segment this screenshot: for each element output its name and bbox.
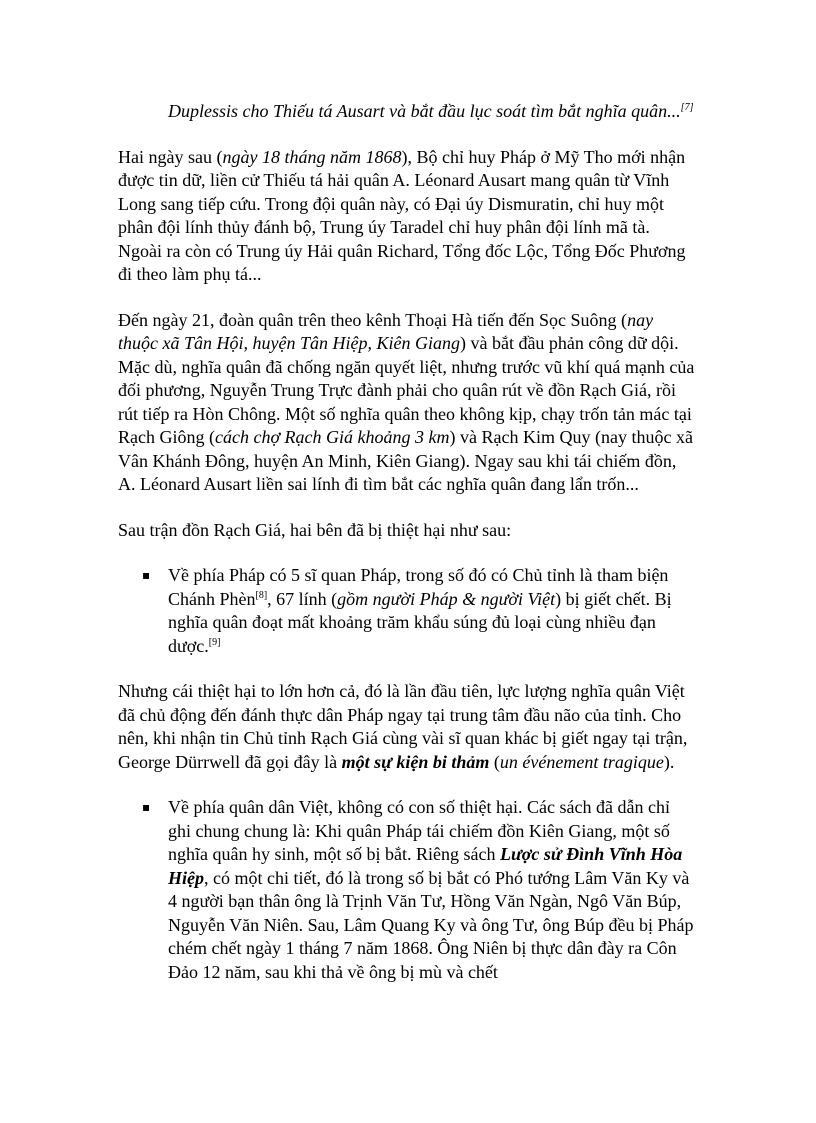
p1-text-c: ), Bộ chỉ huy Pháp ở Mỹ Tho mới nhận được tin dữ, liền cử Thiếu tá hải quân A. Léonard Ausart mang quân từ Vĩnh Long sang tiếp cứu. Trong đội quân này, có Đại úy Dismuratin, chỉ huy một phân đội lính thủy đánh bộ, Trung úy Taradel chỉ huy phân đội lính mã tà. Ngoài ra còn có Trung úy Hải quân Richard, Tổng đốc Lộc, Tổng Đốc Phương đi theo làm phụ tá...: [118, 146, 686, 284]
paragraph-2: [118, 309, 696, 497]
p1-text-a: Hai ngày sau (: [118, 146, 223, 167]
list-item: [118, 564, 696, 658]
p2-location-note: nay thuộc xã Tân Hội, huyện Tân Hiệp, Kiên Giang: [118, 309, 654, 353]
bullet1-text-a: Về phía Pháp có 5 sĩ quan Pháp, trong số đó có Chủ tỉnh là tham biện Chánh Phèn: [168, 565, 669, 609]
bullet-list-1: [118, 564, 696, 658]
bullet2-book-title: Lược sử Đình Vĩnh Hòa Hiệp: [168, 844, 683, 888]
paragraph-1: [118, 146, 696, 287]
bullet-icon: ▪: [142, 568, 151, 582]
p2-text-a: Đến ngày 21, đoàn quân trên theo kênh Thoại Hà tiến đến Sọc Suông (: [118, 309, 628, 330]
p2-text-e: ) và Rạch Kim Quy (nay thuộc xã Vân Khánh Đông, huyện An Minh, Kiên Giang). Ngay sau khi tái chiếm đồn, A. Léonard Ausart liền sai lính đi tìm bắt các nghĩa quân đang lẩn trốn...: [118, 427, 693, 494]
footnote-ref-8[interactable]: [8]: [255, 589, 268, 601]
footnote-ref-9[interactable]: [9]: [208, 636, 221, 648]
p4-text-a: Nhưng cái thiệt hại to lớn hơn cả, đó là lần đầu tiên, lực lượng nghĩa quân Việt đã chủ động đến đánh thực dân Pháp ngay tại trung tâm đầu não của tỉnh. Cho nên, khi nhận tin Chủ tỉnh Rạch Giá cùng vài sĩ quan khác bị giết ngay tại trận, George Dürrwell đã gọi đây là: [118, 681, 688, 772]
bullet2-text-a: Về phía quân dân Việt, không có con số thiệt hại. Các sách đã dẫn chỉ ghi chung chung là: Khi quân Pháp tái chiếm đồn Kiên Giang, một số nghĩa quân hy sinh, một số bị bắt. Riêng sách: [168, 797, 670, 864]
p4-text-e: ).: [663, 751, 675, 772]
bullet1-text-d: ) bị giết chết. Bị nghĩa quân đoạt mất khoảng trăm khẩu súng đủ loại cùng nhiều đạn dược.: [168, 588, 672, 656]
bullet1-text-b: , 67 lính (: [267, 588, 338, 609]
p2-text-c: ) và bắt đầu phản công dữ dội. Mặc dù, nghĩa quân đã chống ngăn quyết liệt, nhưng trước vũ khí quá mạnh của đối phương, Nguyễn Trung Trực đành phải cho quân rút về đồn Rạch Giá, rồi rút tiếp ra Hòn Chông. Một số nghĩa quân theo không kịp, chạy trốn tản mác tại Rạch Giông (: [118, 333, 695, 447]
bullet1-note: gồm người Pháp & người Việt: [337, 588, 556, 609]
paragraph-3: Sau trận đồn Rạch Giá, hai bên đã bị thiệt hại như sau:: [118, 519, 512, 540]
p4-french-term: un événement tragique: [499, 751, 664, 772]
document-page: [118, 100, 696, 1006]
list-item: [118, 796, 696, 984]
quote-text: Duplessis cho Thiếu tá Ausart và bắt đầu lục soát tìm bắt nghĩa quân...: [168, 101, 681, 121]
p1-date: ngày 18 tháng năm 1868: [222, 146, 402, 167]
bullet2-text-c: , có một chi tiết, đó là trong số bị bắt có Phó tướng Lâm Văn Ky và 4 người bạn thân ông là Trịnh Văn Tư, Hồng Văn Ngàn, Ngô Văn Búp, Nguyễn Văn Niên. Sau, Lâm Quang Ky và ông Tư, ông Búp đều bị Pháp chém chết ngày 1 tháng 7 năm 1868. Ông Niên bị thực dân đày ra Côn Đảo 12 năm, sau khi thả về ông bị mù và chết: [168, 867, 694, 982]
quote-paragraph: [168, 100, 696, 124]
bullet-list-2: [118, 796, 696, 984]
p2-distance-note: cách chợ Rạch Giá khoảng 3 km: [214, 427, 450, 447]
p4-emphasis: một sự kiện bi thảm: [341, 751, 490, 772]
paragraph-4: [118, 680, 696, 774]
footnote-ref-7[interactable]: [7]: [680, 102, 694, 113]
bullet-icon: ▪: [142, 800, 151, 814]
p4-text-c: (: [489, 751, 500, 772]
